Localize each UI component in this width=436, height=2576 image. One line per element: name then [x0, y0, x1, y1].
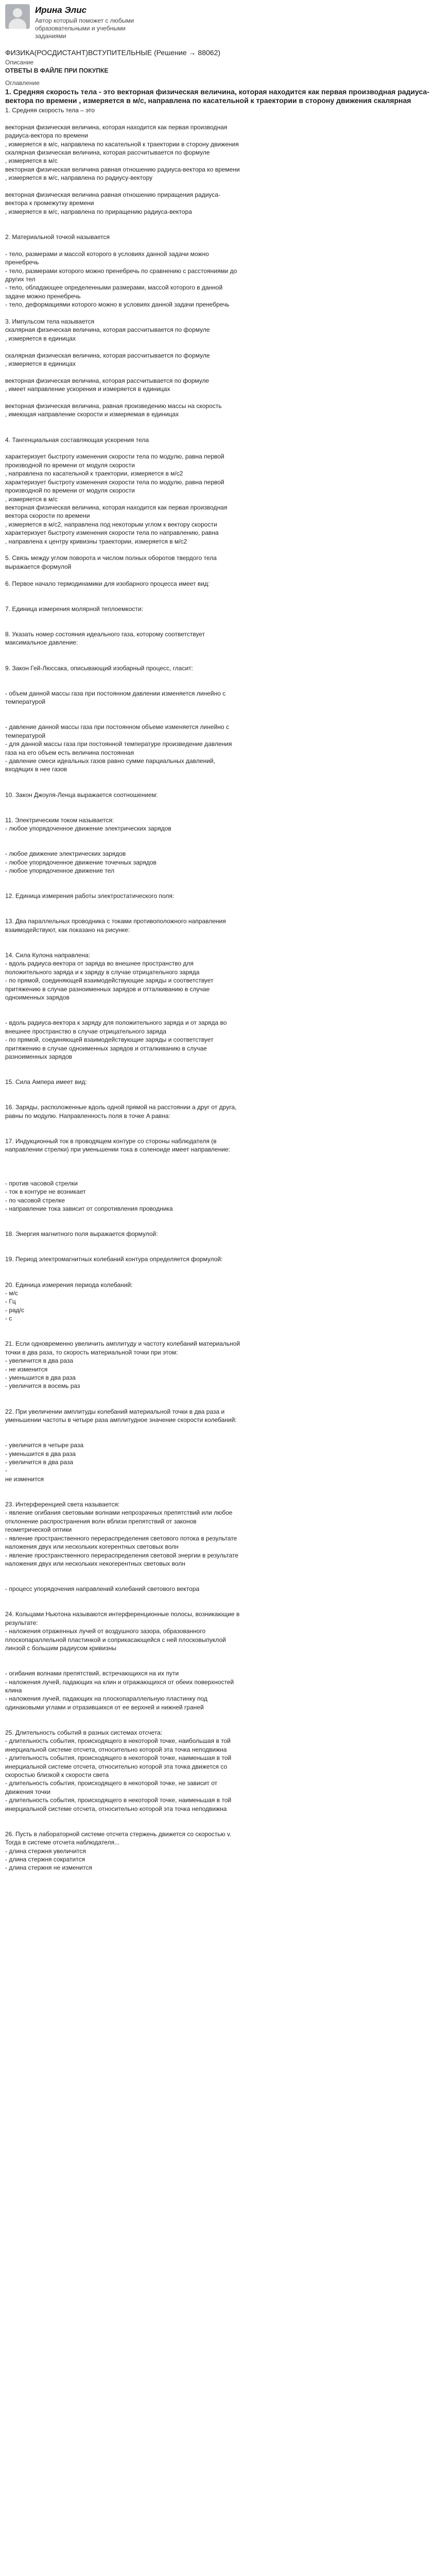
content-line: - явление огибания световыми волнами непрозрачных препятствий или любое: [5, 1509, 233, 1517]
content-line: [5, 309, 431, 317]
content-line: 13. Два параллельных проводника с токами противоположного направления: [5, 918, 226, 925]
content-line: 17. Индукционный ток в проводящем контуре со стороны наблюдателя (в: [5, 1137, 217, 1145]
content-line: - любое упорядоченное движение тел: [5, 867, 115, 875]
content-line: 8. Указать номер состояния идеального газа, которому соответствует: [5, 630, 205, 638]
content-line: 10. Закон Джоуля-Ленца выражается соотношением:: [5, 791, 158, 799]
content-line: , измеряется в м/с: [5, 157, 58, 165]
description-label: Описание: [5, 59, 34, 66]
content-line: [5, 1424, 431, 1432]
content-line: - длина стержня увеличится: [5, 1847, 86, 1855]
content-line: газа на его объем есть величина постоянная: [5, 749, 134, 756]
content-line: -: [5, 1467, 7, 1475]
content-line: - длина стержня не изменится: [5, 1864, 92, 1872]
content-line: не изменится: [5, 1475, 44, 1483]
content-line: 19. Период электромагнитных колебаний контура определяется формулой:: [5, 1256, 223, 1263]
content-line: [5, 114, 431, 123]
content-line: [5, 1399, 431, 1407]
content-line: - увеличится в восемь раз: [5, 1382, 80, 1390]
content-line: , измеряется в единицах: [5, 360, 76, 368]
content-line: - для данной массы газа при постоянной температуре произведение давления: [5, 740, 232, 748]
content-line: [5, 681, 431, 689]
content-line: 2. Материальной точкой называется: [5, 233, 110, 241]
content-line: 25. Длительность событий в разных системах отсчета:: [5, 1728, 163, 1736]
content-line: [5, 1821, 431, 1829]
content-line: 21. Если одновременно увеличить амплитуду и частоту колебаний материальной: [5, 1340, 240, 1348]
content-line: [5, 1239, 431, 1247]
content-line: - тело, деформациями которого можно в условиях данной задачи пренебречь: [5, 301, 230, 309]
content-line: [5, 622, 431, 630]
content-line: - наложения лучей, падающих на плоскопараллельную пластинку под: [5, 1695, 207, 1703]
content-line: - по прямой, соединяющей взаимодействующие заряды и соответствует: [5, 977, 214, 985]
content-line: - уменьшится в два раза: [5, 1374, 76, 1382]
content-line: - тело, размерами и массой которого в условиях данной задачи можно: [5, 250, 209, 258]
content-line: характеризует быстроту изменения скорости тела по модулю, равна первой: [5, 478, 224, 486]
content-line: , измеряется в м/с, направлена по касательной к траектории в сторону движения: [5, 140, 239, 148]
content-line: [5, 394, 431, 402]
content-line: [5, 1331, 431, 1340]
content-line: [5, 1323, 431, 1331]
content-line: - вдоль радиуса-вектора от заряда во внешнее пространство для: [5, 960, 194, 968]
content-line: внешнее пространство в случае отрицательного заряда: [5, 1027, 167, 1035]
content-line: - рад/с: [5, 1306, 25, 1314]
content-body: [5, 106, 431, 1872]
content-line: [5, 368, 431, 376]
author-header: [5, 4, 431, 40]
content-line: [5, 1272, 431, 1280]
content-line: [5, 1002, 431, 1010]
content-line: 3. Импульсом тела называется: [5, 318, 95, 326]
content-line: [5, 1813, 431, 1821]
content-line: разноименных зарядов: [5, 1053, 73, 1060]
content-line: [5, 715, 431, 723]
content-line: - вдоль радиуса-вектора к заряду для положительного заряда и от заряда во: [5, 1019, 227, 1027]
content-line: - длина стержня сократится: [5, 1855, 85, 1863]
content-line: - по часовой стрелке: [5, 1196, 65, 1204]
content-line: , направлена к центру кривизны траектории, измеряется в м/с2: [5, 537, 187, 545]
content-line: 24. Кольцами Ньютона называются интерференционные полосы, возникающие в: [5, 1611, 240, 1618]
toc-label: Оглавление: [5, 79, 40, 87]
content-line: [5, 655, 431, 664]
content-line: [5, 807, 431, 816]
content-line: - огибания волнами препятствий, встречающихся на их пути: [5, 1670, 179, 1677]
content-line: [5, 1087, 431, 1095]
content-line: производной по времени от модуля скорости: [5, 461, 135, 469]
content-line: скалярная физическая величина, которая рассчитывается по формуле: [5, 351, 210, 359]
product-title: ФИЗИКА(РОСДИСТАНТ)ВСТУПИТЕЛЬНЫЕ (Решение → 88062): [5, 48, 221, 57]
author-info: [35, 4, 143, 40]
content-line: [5, 1711, 431, 1720]
content-line: скоростью близкой к скорости света: [5, 1771, 109, 1778]
content-line: - тело, размерами которого можно пренебречь по сравнению с расстояниями до: [5, 267, 237, 275]
content-line: [5, 546, 431, 554]
content-line: [5, 419, 431, 427]
content-line: [5, 241, 431, 249]
content-line: задаче можно пренебречь: [5, 292, 81, 300]
content-line: векторная физическая величина равная отношению радиуса-вектора ко времени: [5, 165, 240, 173]
content-line: - направление тока зависит от сопротивления проводника: [5, 1205, 173, 1213]
content-line: [5, 1577, 431, 1585]
content-line: положительного заряда и к заряду в случае отрицательного заряда: [5, 968, 200, 976]
content-line: - увеличится в два раза: [5, 1459, 74, 1466]
content-line: пренебречь: [5, 259, 39, 266]
content-line: линзой с большим радиусом кривизны: [5, 1644, 116, 1652]
content-line: - любое движение электрических зарядов: [5, 850, 126, 858]
content-line: - по прямой, соединяющей взаимодействующие заряды и соответствует: [5, 1036, 214, 1044]
content-line: 18. Энергия магнитного поля выражается формулой:: [5, 1230, 158, 1238]
content-line: , измеряется в м/с, направлена по приращению радиуса-вектора: [5, 208, 192, 215]
content-line: [5, 1095, 431, 1103]
content-line: - длительность события, происходящего в некоторой точке, наименьшая в той: [5, 1754, 232, 1762]
content-line: уменьшении частоты в четыре раза амплитудное значение скорости колебаний:: [5, 1416, 237, 1424]
content-line: точки в два раза, то скорость материальной точки при этом:: [5, 1348, 178, 1356]
content-line: - явление пространственного перераспределения светового потока в результате: [5, 1534, 237, 1542]
content-line: [5, 571, 431, 579]
content-line: притяжению в случае одноименных зарядов и отталкиванию в случае: [5, 1044, 207, 1052]
content-line: выражается формулой: [5, 563, 72, 570]
content-line: отклонение распространения волн вблизи препятствий от законов: [5, 1517, 197, 1525]
content-line: 6. Первое начало термодинамики для изобарного процесса имеет вид:: [5, 580, 210, 587]
avatar[interactable]: [5, 4, 30, 29]
content-line: векторная физическая величина, равная произведению массы на скорость: [5, 402, 222, 410]
content-line: [5, 1070, 431, 1078]
content-line: 14. Сила Кулона направлена:: [5, 952, 91, 959]
content-line: - наложения лучей, падающих на клин и отражающихся от обеих поверхностей: [5, 1678, 234, 1686]
content-line: [5, 1222, 431, 1230]
content-line: [5, 225, 431, 233]
content-line: , измеряется в м/с, направлена по радиусу-вектору: [5, 174, 153, 182]
content-line: [5, 774, 431, 782]
content-line: - объем данной массы газа при постоянном давлении изменяется линейно с: [5, 689, 226, 697]
content-line: - не изменится: [5, 1365, 48, 1373]
content-line: - процесс упорядочения направлений колебаний светового вектора: [5, 1585, 200, 1593]
content-line: 11. Электрическим током называется:: [5, 816, 114, 824]
content-line: [5, 216, 431, 224]
content-line: результате:: [5, 1619, 38, 1626]
content-line: [5, 647, 431, 655]
content-line: - против часовой стрелки: [5, 1179, 78, 1187]
content-line: инерциальной системе отсчета, относительно которой эта точка движется со: [5, 1762, 228, 1770]
content-line: , имеющая направление скорости и измеряемая в единицах: [5, 411, 179, 418]
content-line: радиуса-вектора по времени: [5, 132, 89, 140]
content-line: - увеличится в четыре раза: [5, 1442, 84, 1449]
content-line: равны по модулю. Направленность поля в точке A равна:: [5, 1112, 170, 1120]
content-line: одноименных зарядов: [5, 994, 69, 1002]
content-line: векторная физическая величина, которая рассчитывается по формуле: [5, 377, 210, 384]
content-line: - наложения отраженных лучей от воздушного зазора, образованного: [5, 1628, 206, 1635]
content-line: [5, 1602, 431, 1610]
content-line: - длительность события, происходящего в некоторой точке, не зависит от: [5, 1780, 218, 1787]
content-line: - длительность события, происходящего в некоторой точке, наибольшая в той: [5, 1737, 231, 1745]
content-line: [5, 799, 431, 807]
content-line: вектора скорости по времени: [5, 512, 90, 520]
content-line: [5, 1154, 431, 1162]
content-line: [5, 672, 431, 681]
content-line: - уменьшится в два раза: [5, 1450, 76, 1458]
content-line: - давление смеси идеальных газов равно сумме парциальных давлений,: [5, 757, 215, 765]
content-line: [5, 934, 431, 942]
content-line: [5, 1128, 431, 1137]
content-line: [5, 909, 431, 917]
content-line: [5, 1483, 431, 1492]
content-line: - м/с: [5, 1290, 18, 1297]
content-line: - длительность события, происходящего в некоторой точке, наименьшая в той: [5, 1797, 232, 1804]
content-line: - с: [5, 1315, 12, 1323]
content-line: - давление данной массы газа при постоянном объеме изменяется линейно с: [5, 723, 229, 731]
content-line: [5, 343, 431, 351]
content-line: [5, 1492, 431, 1500]
content-line: [5, 596, 431, 604]
content-line: [5, 833, 431, 841]
content-line: одинаковыми углами и отразившихся от ее верхней и нижней граней: [5, 1703, 204, 1711]
content-line: [5, 1061, 431, 1069]
content-line: наложения двух или нескольких когерентных световых волн: [5, 1543, 179, 1551]
content-line: , направлена по касательной к траектории, измеряется в м/с2: [5, 470, 183, 478]
content-line: 15. Сила Ампера имеет вид:: [5, 1078, 87, 1086]
content-line: 1. Средняя скорость тела – это: [5, 107, 95, 114]
avatar-body-shape: [9, 19, 26, 29]
content-line: вектора к промежутку времени: [5, 199, 94, 207]
content-line: 26. Пусть в лабораторной системе отсчета стержень движется со скоростью v.: [5, 1830, 232, 1838]
content-line: векторная физическая величина, которая находится как первая производная: [5, 503, 228, 511]
content-line: , измеряется в м/с: [5, 495, 58, 503]
content-line: [5, 182, 431, 191]
content-line: [5, 841, 431, 850]
content-line: 7. Единица измерения молярной теплоемкости:: [5, 605, 143, 613]
content-line: векторная физическая величина, которая находится как первая производная: [5, 123, 228, 131]
content-line: характеризует быстроту изменения скорости тела по модулю, равна первой: [5, 453, 224, 461]
content-line: 20. Единица измерения периода колебаний:: [5, 1281, 133, 1289]
content-line: - любое упорядоченное движение электрических зарядов: [5, 825, 171, 833]
content-line: взаимодействуют, как показано на рисунке:: [5, 926, 130, 934]
content-line: 23. Интерференцией света называется:: [5, 1501, 120, 1509]
content-line: - любое упорядоченное движение точечных зарядов: [5, 858, 156, 866]
content-line: 16. Заряды, расположенные вдоль одной прямой на расстоянии a друг от друга,: [5, 1104, 237, 1111]
author-description: Автор который поможет с любыми образовательными и учебными заданиями: [35, 17, 134, 40]
content-line: [5, 427, 431, 435]
content-line: [5, 1010, 431, 1019]
content-line: Тогда в системе отсчета наблюдателя...: [5, 1839, 120, 1846]
content-line: [5, 1391, 431, 1399]
content-line: максимальное давление:: [5, 639, 78, 647]
content-line: инерциальной системе отсчета, относительно которой эта точка неподвижна: [5, 1745, 227, 1753]
content-line: 9. Закон Гей-Люссака, описывающий изобарный процесс, гласит:: [5, 664, 194, 672]
content-line: [5, 943, 431, 951]
content-line: температурой: [5, 732, 46, 739]
content-line: производной по времени от модуля скорости: [5, 487, 135, 495]
content-line: [5, 706, 431, 715]
content-line: геометрической оптики: [5, 1526, 72, 1534]
avatar-head-shape: [13, 8, 22, 18]
content-line: векторная физическая величина равная отношению приращения радиуса-: [5, 191, 221, 199]
content-line: характеризует быстроту изменения скорости тела по направлению, равна: [5, 529, 219, 537]
content-line: скалярная физическая величина, которая рассчитывается по формуле: [5, 326, 210, 334]
content-line: [5, 613, 431, 621]
content-line: [5, 444, 431, 452]
content-line: 4. Тангенциальная составляющая ускорения тела: [5, 436, 149, 444]
content-line: других тел: [5, 276, 36, 283]
content-line: [5, 901, 431, 909]
content-line: - увеличится в два раза: [5, 1357, 74, 1365]
content-line: [5, 588, 431, 596]
content-line: - тело, обладающее определенными размерами, массой которого в данной: [5, 284, 223, 292]
content-line: направлении стрелки) при уменьшении тока в соленоиде имеет направление:: [5, 1146, 231, 1154]
content-line: , измеряется в единицах: [5, 334, 76, 342]
content-line: [5, 875, 431, 884]
content-line: движения точки: [5, 1788, 50, 1795]
content-line: 22. При увеличении амплитуды колебаний материальной точки в два раза и: [5, 1408, 225, 1415]
content-line: входящих в нее газов: [5, 766, 67, 773]
content-line: [5, 1568, 431, 1576]
content-line: [5, 1213, 431, 1221]
content-line: , имеет направление ускорения и измеряется в единицах: [5, 385, 170, 393]
content-line: [5, 1247, 431, 1255]
author-name[interactable]: Ирина Элис: [35, 5, 87, 15]
content-line: температурой: [5, 698, 46, 706]
content-line: - ток в контуре не возникает: [5, 1188, 86, 1196]
content-line: [5, 1162, 431, 1171]
content-line: - явление пространственного перераспределения световой энергии в результате: [5, 1551, 239, 1559]
content-line: плоскопараллельной пластинкой и соприкасающейся с ней плосковыпуклой: [5, 1636, 226, 1643]
content-line: наложения двух или нескольких некогерентных световых волн: [5, 1560, 186, 1567]
content-line: [5, 1720, 431, 1728]
content-line: [5, 782, 431, 790]
content-line: 12. Единица измерения работы электростатического поля:: [5, 892, 175, 900]
content-line: [5, 1171, 431, 1179]
headline: ОТВЕТЫ В ФАЙЛЕ ПРИ ПОКУПКЕ: [5, 67, 109, 74]
content-line: [5, 1594, 431, 1602]
content-line: [5, 1661, 431, 1669]
content-line: - Гц: [5, 1298, 16, 1306]
content-line: , измеряется в м/с2, направлена под некоторым углом к вектору скорости: [5, 520, 217, 528]
content-line: [5, 1652, 431, 1660]
content-line: [5, 1433, 431, 1441]
content-line: [5, 1120, 431, 1128]
content-line: инерциальной системе отсчета, относительно которой эта точка неподвижна: [5, 1805, 227, 1812]
content-line: [5, 884, 431, 892]
content-line: [5, 1264, 431, 1272]
content-line: скалярная физическая величина, которая рассчитывается по формуле: [5, 149, 210, 157]
content-line: притяжению в случае разноименных зарядов и отталкиванию в случае: [5, 985, 210, 993]
intro-question: 1. Средняя скорость тела - это векторная физическая величина, которая находится как первая производная радиуса-вектора по времени , измеряется в м/с, направлена по касательной к траектории в сторону движения скалярная: [5, 88, 429, 105]
content-line: клина: [5, 1686, 22, 1694]
content-line: 5. Связь между углом поворота и числом полных оборотов твердого тела: [5, 554, 217, 562]
